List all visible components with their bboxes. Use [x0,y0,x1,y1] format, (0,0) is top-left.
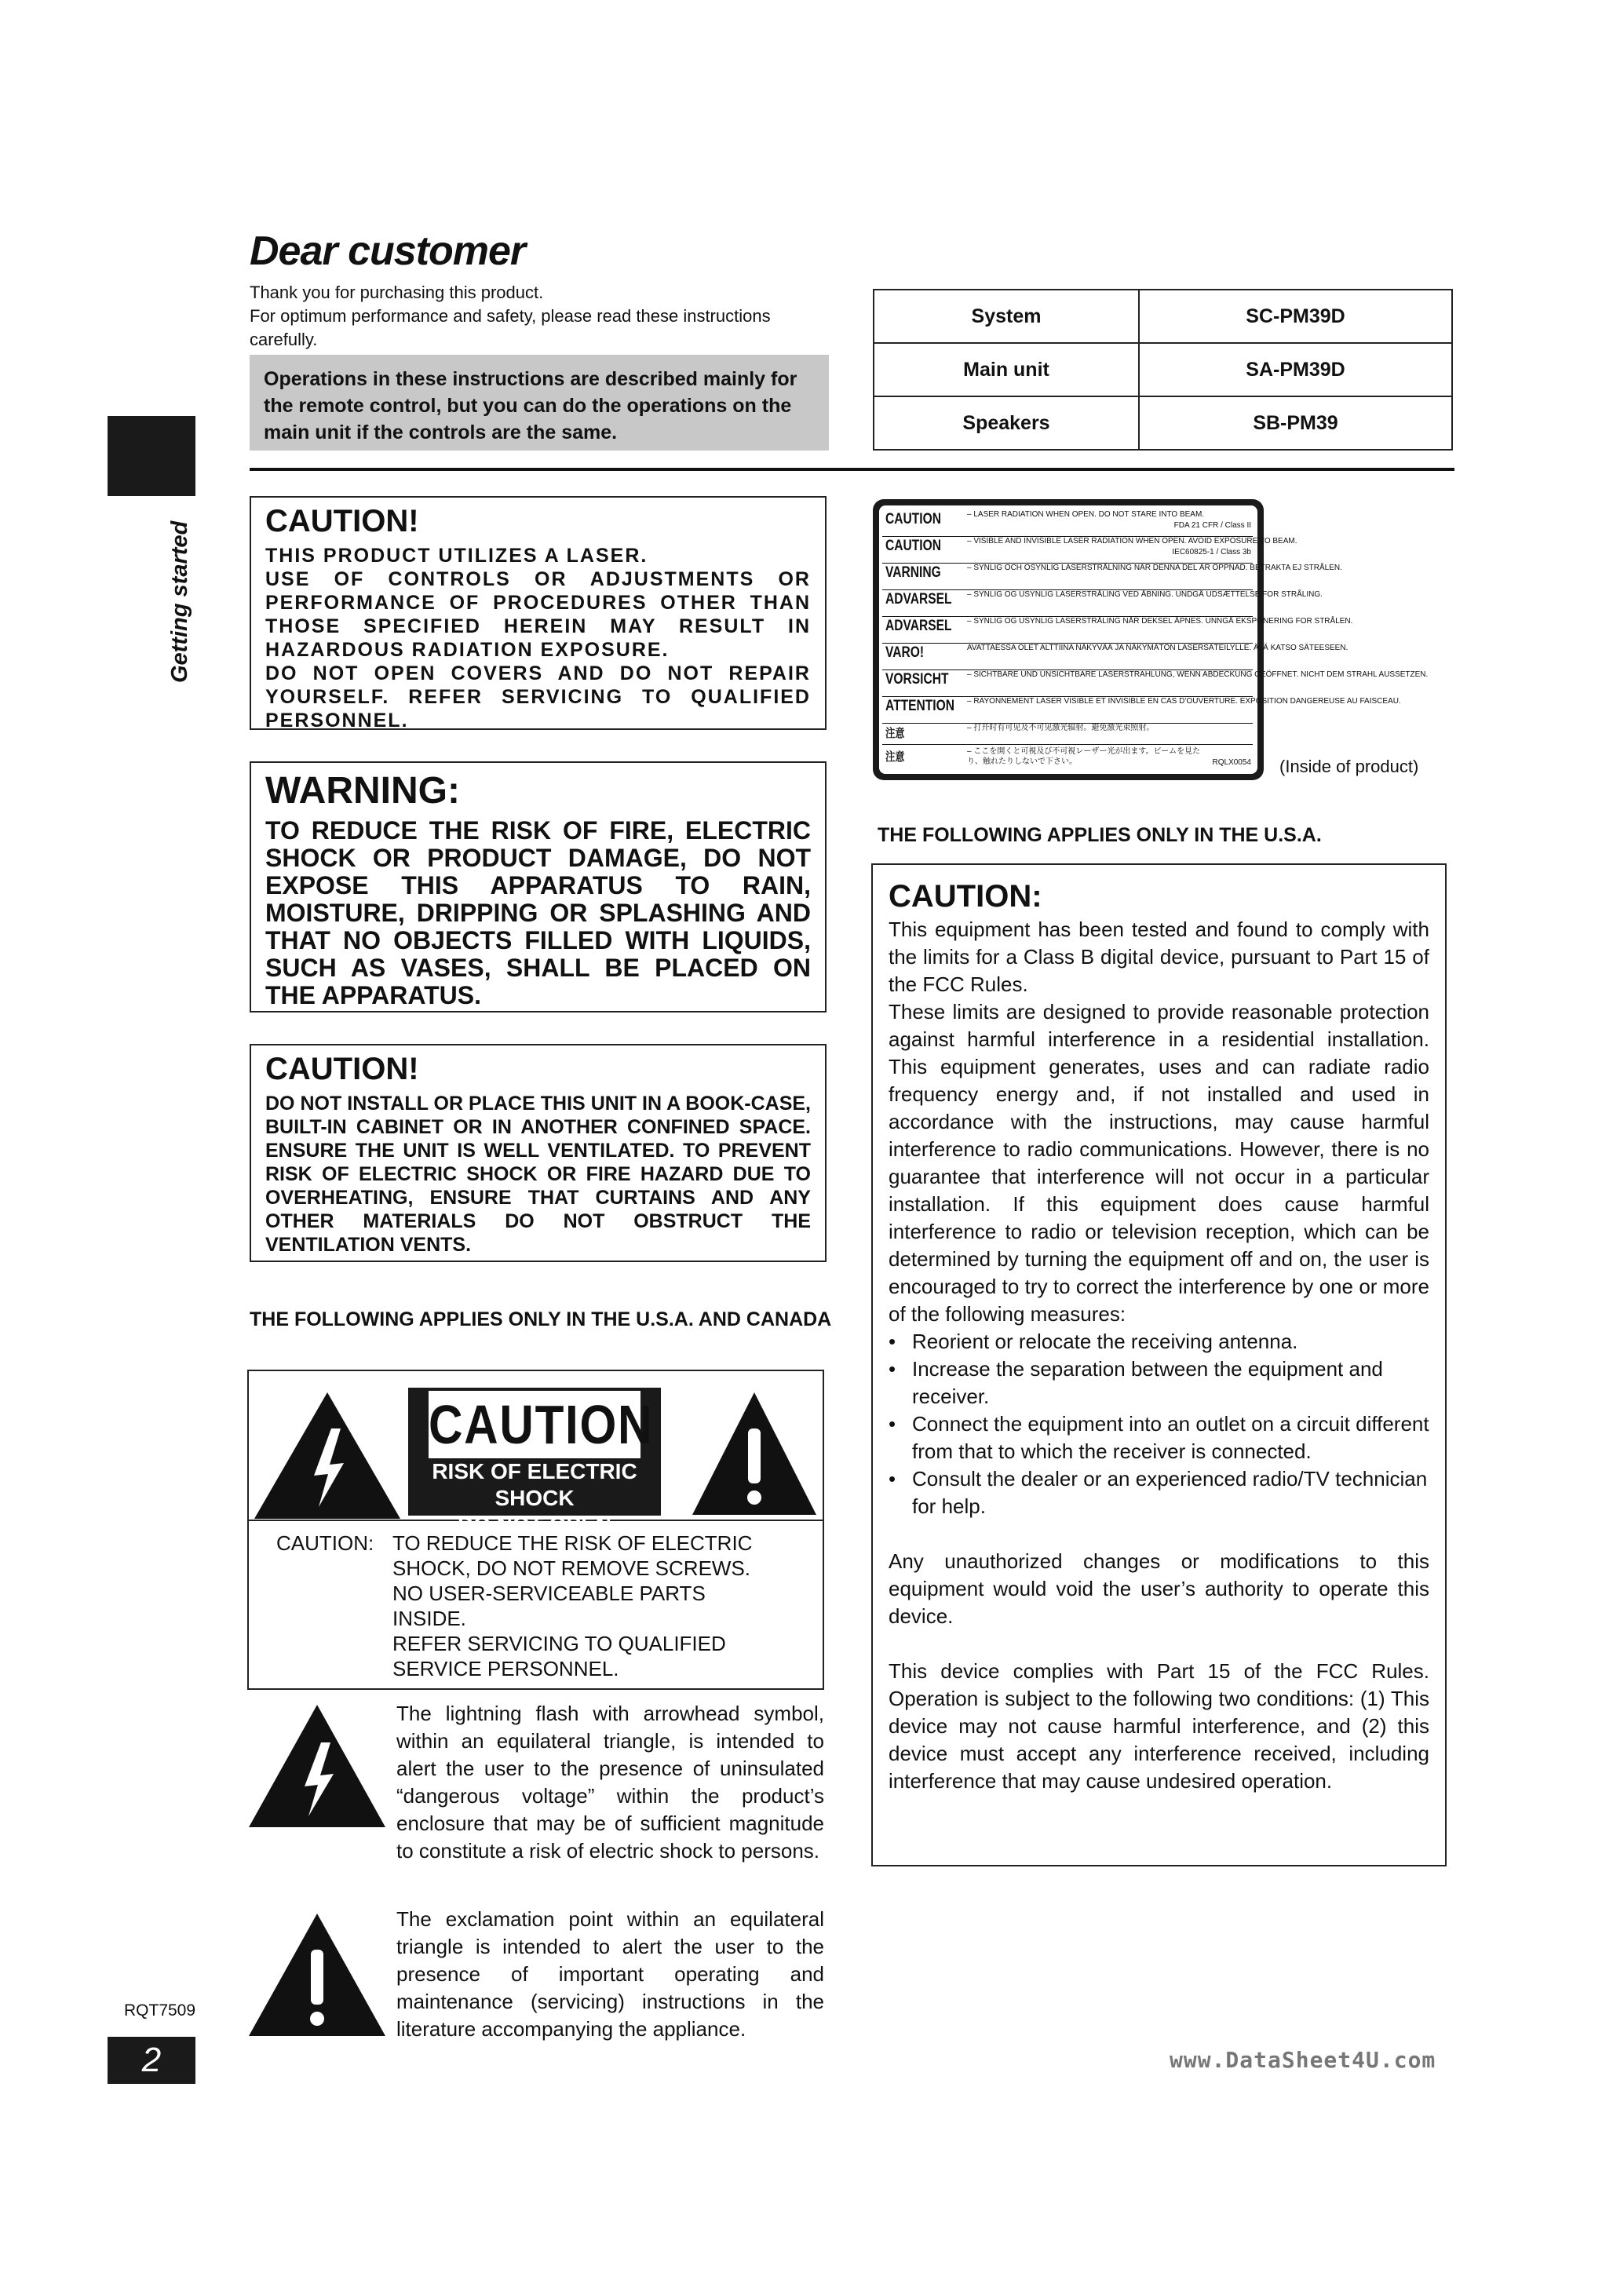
model-label: System [874,290,1139,343]
laser-label-text: AVATTAESSA OLET ALTTIINA NÄKYVÄÄ JA NÄKYMÄTÖN LASERSÄTEILYLLE. ÄLÄ KATSO SÄTEESEEN. [967,644,1348,652]
section-tab-block [108,416,195,496]
fcc-measures-list [889,1328,1429,1520]
install-caution-title: CAUTION! [265,1052,419,1086]
laser-label-row [882,667,1429,697]
shock-caution-line: NO USER-SERVICEABLE PARTS [392,1582,706,1605]
spacer [889,1520,1429,1548]
laser-label-part-code: RQLX0054 [1212,758,1251,767]
page-title: Dear customer [250,228,526,274]
watermark-url: www.DataSheet4U.com [1170,2047,1436,2073]
laser-label-key: ADVARSEL [885,618,952,634]
warning-box [250,761,827,1012]
model-table [873,289,1453,451]
model-label: Main unit [874,343,1139,396]
fcc-caution-title: CAUTION: [889,879,1042,914]
bullet-icon: • [889,1357,896,1381]
lightning-symbol-description: The lightning flash with arrowhead symbol, within an equilateral triangle, is intended to alert the user to the presence of uninsulated “dangerous voltage” within the product’s enclosure that may be of sufficient magnitude to constitute a risk of electric shock to persons. [396,1702,824,1863]
caution-sign-title: CAUTION [429,1391,640,1458]
shock-caution-line: REFER SERVICING TO QUALIFIED [392,1632,726,1655]
laser-label-text: – SYNLIG OG USYNLIG LASERSTRÅLING NÅR DEKSEL ÅPNES. UNNGÅ EKSPONERING FOR STRÅLEN. [967,617,1353,626]
intro-line-1: Thank you for purchasing this product. [250,283,544,302]
laser-label-text: – ここを開くと可視及び不可視レーザー光が出ます。ビームを見たり、触れたりしないで下さい。 [967,747,1201,766]
page-number: 2 [108,2037,195,2084]
model-value: SC-PM39D [1139,290,1452,343]
laser-label-text: – VISIBLE AND INVISIBLE LASER RADIATION WHEN OPEN. AVOID EXPOSURE TO BEAM. [967,537,1297,545]
laser-label-text: – SICHTBARE UND UNSICHTBARE LASERSTRAHLUNG, WENN ABDECKUNG GEÖFFNET. NICHT DEM STRAHL AUSSETZEN. [967,670,1429,679]
laser-label-row [882,587,1323,617]
intro-line-2: For optimum performance and safety, please read these instructions carefully. [250,306,771,349]
table-row [874,343,1452,396]
usa-only-heading: THE FOLLOWING APPLIES ONLY IN THE U.S.A. [878,824,1322,846]
laser-label-text: – LASER RADIATION WHEN OPEN. DO NOT STARE INTO BEAM. [967,510,1205,519]
intro-text [250,281,834,352]
fcc-paragraph: This device complies with Part 15 of the FCC Rules. Operation is subject to the following two conditions: (1) This device may not cause harmful interference, and (2) this device must accept any interference received, including interference that may cause undesired operation. [889,1659,1429,1793]
laser-label-text: – 打开时有可见及不可见激光辐射。避免激光束照射。 [967,724,1155,732]
list-item: • Consult the dealer or an experienced radio/TV technician for help. [889,1467,1428,1518]
bullet-icon: • [889,1467,896,1490]
laser-label-standard: FDA 21 CFR / Class II [1173,521,1251,530]
laser-label-row [882,744,1253,773]
lightning-triangle-icon [247,1703,387,1829]
laser-label-standard: IEC60825-1 / Class 3b [1172,548,1251,556]
spacer [889,1630,1429,1658]
laser-label-text: – SYNLIG OCH OSYNLIG LASERSTRÅLNING NÄR DENNA DEL ÄR ÖPPNAD. BETRAKTA EJ STRÅLEN. [967,564,1342,572]
laser-label-text: – SYNLIG OG USYNLIG LASERSTRÅLING VED ÅBNING. UNDGÅ UDSÆTTELSE FOR STRÅLING. [967,590,1323,599]
laser-label-key: ATTENTION [885,698,954,714]
shock-caution-line: SHOCK, DO NOT REMOVE SCREWS. [392,1556,751,1580]
install-caution-box [250,1044,827,1262]
fcc-paragraph: Any unauthorized changes or modifications to this equipment would void the user’s authority to operate this device. [889,1549,1429,1628]
laser-label-key: 注意 [885,727,905,740]
list-item: • Increase the separation between the equipment and receiver. [889,1357,1383,1408]
bullet-icon: • [889,1330,896,1353]
fcc-caution-box [871,863,1447,1866]
laser-label-row [882,694,1401,724]
exclamation-symbol-description: The exclamation point within an equilateral triangle is intended to alert the user to the presence of important operating and maintenance (servicing) instructions in the literature accompanying the appliance. [396,1907,824,2041]
laser-label-key: CAUTION [885,538,941,554]
model-value: SA-PM39D [1139,343,1452,396]
laser-label-key: ADVARSEL [885,591,952,608]
shock-caution-line: INSIDE. [392,1607,466,1630]
model-value: SB-PM39 [1139,396,1452,450]
exclamation-triangle-icon [247,1912,387,2038]
usa-canada-heading: THE FOLLOWING APPLIES ONLY IN THE U.S.A. AND CANADA [250,1308,832,1330]
fcc-paragraph: This equipment has been tested and found to comply with the limits for a Class B digital device, pursuant to Part 15 of the FCC Rules. [889,918,1429,996]
list-item: • Reorient or relocate the receiving antenna. [889,1328,1429,1355]
shock-caution-text [392,1531,801,1681]
laser-caution-line: THIS PRODUCT UTILIZES A LASER. [265,545,648,567]
list-item: • Connect the equipment into an outlet on a circuit different from that to which the receiver is connected. [889,1412,1429,1463]
laser-label-key: CAUTION [885,511,941,527]
lightning-warning-icon [253,1391,402,1520]
laser-label-key: VARO! [885,644,925,661]
remote-control-note: Operations in these instructions are described mainly for the remote control, but you can do the operations on the main unit if the controls are the same. [250,355,829,451]
laser-caution-line: USE OF CONTROLS OR ADJUSTMENTS OR PERFORMANCE OF PROCEDURES OTHER THAN THOSE SPECIFIED HEREIN MAY RESULT IN HAZARDOUS RADIATION EXPOSURE. [265,568,811,661]
laser-label-text: – RAYONNEMENT LASER VISIBLE ET INVISIBLE EN CAS D’OUVERTURE. EXPOSITION DANGEREUSE AU FAISCEAU. [967,697,1401,706]
caution-sign-sub-line: RISK OF ELECTRIC SHOCK [432,1459,637,1510]
laser-label-row [882,560,1342,590]
laser-label-key: VORSICHT [885,671,949,688]
laser-caution-box [250,496,827,730]
shock-caution-line: TO REDUCE THE RISK OF ELECTRIC [392,1531,753,1555]
laser-label-row [882,721,1253,745]
laser-label-key: VARNING [885,564,941,581]
laser-caution-title: CAUTION! [265,504,419,538]
laser-label-row [882,534,1297,564]
warning-text: TO REDUCE THE RISK OF FIRE, ELECTRIC SHOCK OR PRODUCT DAMAGE, DO NOT EXPOSE THIS APPARATUS TO RAIN, MOISTURE, DRIPPING OR SPLASHING AND THAT NO OBJECTS FILLED WITH LIQUIDS, SUCH AS VASES, SHALL BE PLACED ON THE APPARATUS. [265,816,811,1009]
laser-label-key: 注意 [885,750,905,764]
table-row [874,290,1452,343]
laser-label-row [882,614,1353,644]
caution-sign [408,1388,661,1537]
caution-sign-sub-line: DO NOT OPEN [457,1512,611,1537]
laser-label-row [882,507,1253,537]
exclamation-warning-icon [691,1391,818,1516]
laser-label-row [882,640,1348,670]
section-divider [250,468,1454,471]
table-row [874,396,1452,450]
fcc-paragraph: These limits are designed to provide reasonable protection against harmful interference in a residential installation. This equipment generates, uses and can radiate radio frequency energy and, if not installed and used in accordance with the instructions, may cause harmful interference to radio communications. However, there is no guarantee that interference will not occur in a particular installation. If this equipment does cause harmful interference to radio or television reception, which can be determined by turning the equipment off and on, the user is encouraged to try to correct the interference by one or more of the following measures: [889,1000,1429,1326]
laser-label-caption: (Inside of product) [1279,757,1419,776]
warning-title: WARNING: [265,770,460,812]
document-code: RQT7509 [124,2001,196,2020]
bullet-icon: • [889,1412,896,1436]
model-label: Speakers [874,396,1139,450]
laser-caution-line: DO NOT OPEN COVERS AND DO NOT REPAIR YOURSELF. REFER SERVICING TO QUALIFIED PERSONNEL. [265,662,811,732]
caution-sign-subtitle [408,1458,661,1538]
section-label: Getting started [167,520,192,683]
shock-caution-label: CAUTION: [276,1531,374,1555]
shock-caution-line: SERVICE PERSONNEL. [392,1657,619,1680]
install-caution-text: DO NOT INSTALL OR PLACE THIS UNIT IN A BOOK-CASE, BUILT-IN CABINET OR IN ANOTHER CONFINED SPACE. ENSURE THE UNIT IS WELL VENTILATED. TO PREVENT RISK OF ELECTRIC SHOCK OR FIRE HAZARD DUE TO OVERHEATING, ENSURE THAT CURTAINS AND ANY OTHER MATERIALS DO NOT OBSTRUCT THE VENTILATION VENTS. [265,1093,811,1256]
